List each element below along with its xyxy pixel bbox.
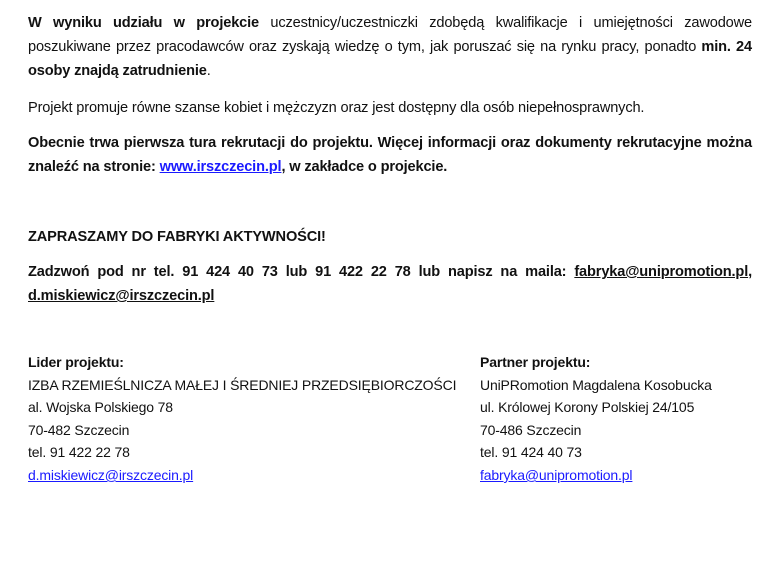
recruitment-text-end: , w zakładce o projekcie. xyxy=(281,159,448,175)
contact-paragraph xyxy=(28,260,752,308)
leader-block xyxy=(28,351,456,487)
intro-end: . xyxy=(206,63,211,79)
intro-text: uczestnicy/uczestniczki zdobędą kwalifikacje i umiejętności zawodowe poszukiwane przez pracodawców oraz zyskają wiedzę o tym, jak poruszać się na rynku pracy, ponadto xyxy=(28,15,752,55)
partner-name: UniPRomotion Magdalena Kosobucka xyxy=(480,376,712,393)
partner-street: ul. Królowej Korony Polskiej 24/105 xyxy=(480,399,695,416)
contact-separator: , xyxy=(748,264,752,280)
leader-street: al. Wojska Polskiego 78 xyxy=(28,399,173,416)
intro-lead-bold: W wyniku udziału w projekcie xyxy=(28,15,259,31)
leader-phone: tel. 91 422 22 78 xyxy=(28,444,130,461)
contact-email-miskiewicz-link[interactable]: d.miskiewicz@irszczecin.pl xyxy=(28,288,215,304)
employment-goal-bold: min. 24 osoby znajdą zatrudnienie xyxy=(28,39,752,79)
partner-email-link[interactable]: fabryka@unipromotion.pl xyxy=(480,466,633,483)
website-link[interactable]: www.irszczecin.pl xyxy=(159,159,282,175)
partner-block xyxy=(480,351,712,487)
equality-paragraph xyxy=(28,96,752,120)
invite-heading xyxy=(28,225,752,249)
partner-label: Partner projektu: xyxy=(480,354,591,370)
intro-paragraph xyxy=(28,11,752,83)
contact-email-fabryka-link[interactable]: fabryka@unipromotion.pl xyxy=(574,264,749,280)
partner-phone: tel. 91 424 40 73 xyxy=(480,444,582,461)
equality-text: Projekt promuje równe szanse kobiet i mężczyzn oraz jest dostępny dla osób niepełnosprawnych. xyxy=(28,100,645,116)
recruitment-text: Obecnie trwa pierwsza tura rekrutacji do projektu. Więcej informacji oraz dokumenty rekrutacyjne można znaleźć na stronie: xyxy=(28,135,752,175)
leader-label: Lider projektu: xyxy=(28,354,124,370)
leader-email-link[interactable]: d.miskiewicz@irszczecin.pl xyxy=(28,466,194,483)
recruitment-paragraph xyxy=(28,131,752,179)
partner-city: 70-486 Szczecin xyxy=(480,421,582,438)
leader-city: 70-482 Szczecin xyxy=(28,421,130,438)
leader-name: IZBA RZEMIEŚLNICZA MAŁEJ I ŚREDNIEJ PRZEDSIĘBIORCZOŚCI xyxy=(28,376,457,393)
contact-text: Zadzwoń pod nr tel. 91 424 40 73 lub 91 422 22 78 lub napisz na maila: xyxy=(28,264,575,280)
invite-heading-text: ZAPRASZAMY DO FABRYKI AKTYWNOŚCI! xyxy=(28,229,326,245)
